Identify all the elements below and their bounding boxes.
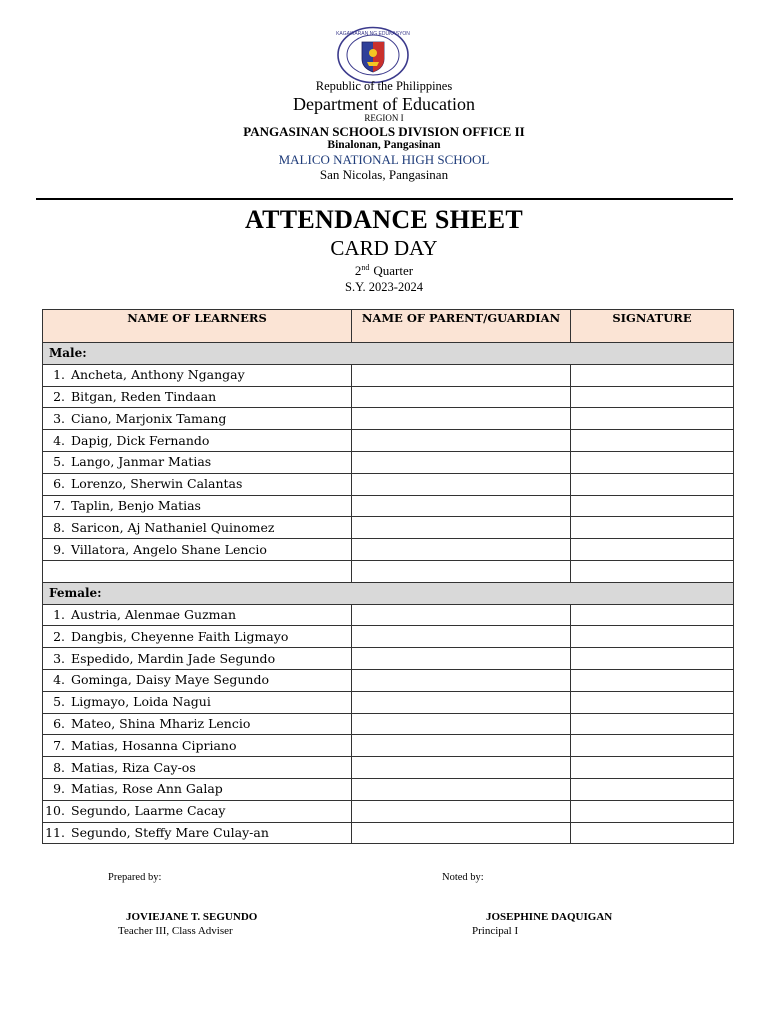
learner-number: 4. [53,672,65,688]
learner-name: Ciano, Marjonix Tamang [71,410,227,426]
learner-name-cell [43,691,352,713]
learner-name-cell [43,626,352,648]
deped-seal-icon [336,26,410,84]
learner-name-cell [43,822,352,844]
learner-name-cell [43,757,352,779]
learner-name: Dangbis, Cheyenne Faith Ligmayo [71,628,289,644]
parent-guardian-cell[interactable] [352,451,571,473]
parent-guardian-cell[interactable] [352,822,571,844]
learner-number: 1. [53,367,65,383]
attendance-table [42,309,734,844]
parent-guardian-cell[interactable] [352,800,571,822]
school-name: MALICO NATIONAL HIGH SCHOOL [278,152,490,167]
signature-cell[interactable] [571,735,734,757]
parent-guardian-cell[interactable] [352,560,571,582]
signature-cell[interactable] [571,364,734,386]
parent-guardian-cell[interactable] [352,691,571,713]
table-body [43,343,734,844]
parent-guardian-cell[interactable] [352,364,571,386]
learner-number: 4. [53,432,65,448]
signature-cell[interactable] [571,430,734,452]
parent-guardian-cell[interactable] [352,473,571,495]
learner-number: 2. [53,628,65,644]
parent-guardian-cell[interactable] [352,517,571,539]
quarter-suffix: nd [361,263,370,272]
section-label: Male: [43,343,734,365]
learner-name: Matias, Riza Cay-os [71,759,196,775]
parent-guardian-cell[interactable] [352,713,571,735]
preparer-name: JOVIEJANE T. SEGUNDO [126,911,258,923]
signature-cell[interactable] [571,626,734,648]
section-row [43,582,734,604]
learner-name: Saricon, Aj Nathaniel Quinomez [71,519,275,535]
svg-text:KAGAWARAN NG EDUKASYON: KAGAWARAN NG EDUKASYON [336,31,410,37]
learner-name: Lango, Janmar Matias [71,454,212,470]
parent-guardian-cell[interactable] [352,648,571,670]
parent-guardian-cell[interactable] [352,430,571,452]
learner-number: 3. [53,410,65,426]
learner-name: Segundo, Steffy Mare Culay-an [71,824,269,840]
table-row [43,669,734,691]
division-office: PANGASINAN SCHOOLS DIVISION OFFICE II [243,124,525,139]
signature-cell[interactable] [571,539,734,561]
learner-name: Espedido, Mardin Jade Segundo [71,650,276,666]
header-divider [36,198,733,200]
learner-number: 8. [53,759,65,775]
learner-number: 10. [45,803,65,819]
learner-name-cell [43,451,352,473]
signature-cell[interactable] [571,473,734,495]
signature-cell[interactable] [571,822,734,844]
table-row [43,822,734,844]
table-row [43,364,734,386]
table-row [43,778,734,800]
learner-name: Gominga, Daisy Maye Segundo [71,672,270,688]
table-row [43,735,734,757]
table-row [43,604,734,626]
learner-number: 5. [53,694,65,710]
learner-number: 8. [53,519,65,535]
table-header-row [43,310,734,343]
signature-cell[interactable] [571,800,734,822]
republic-line: Republic of the Philippines [315,79,453,93]
parent-guardian-cell[interactable] [352,539,571,561]
learner-number: 5. [53,454,65,470]
signature-cell[interactable] [571,691,734,713]
learner-name: Mateo, Shina Mhariz Lencio [71,715,251,731]
signature-cell[interactable] [571,495,734,517]
signature-cell[interactable] [571,451,734,473]
noter-name: JOSEPHINE DAQUIGAN [486,911,613,923]
signature-cell[interactable] [571,386,734,408]
signature-cell[interactable] [571,778,734,800]
table-row [43,495,734,517]
page-subtitle: CARD DAY [330,236,438,260]
parent-guardian-cell[interactable] [352,735,571,757]
learner-name-cell [43,408,352,430]
noter-position: Principal I [472,925,519,937]
region-label: REGION I [364,113,404,123]
parent-guardian-cell[interactable] [352,778,571,800]
learner-name: Ligmayo, Loida Nagui [71,694,211,710]
learner-name-cell [43,495,352,517]
prepared-by-label: Prepared by: [108,872,162,883]
learner-name: Matias, Rose Ann Galap [71,781,223,797]
learner-name: Matias, Hosanna Cipriano [71,737,237,753]
table-row [43,539,734,561]
parent-guardian-cell[interactable] [352,669,571,691]
quarter-label [0,264,768,277]
learner-name: Lorenzo, Sherwin Calantas [71,476,243,492]
table-row [43,800,734,822]
learner-number: 9. [53,541,65,557]
section-row [43,343,734,365]
learner-number: 9. [53,781,65,797]
learner-name-cell [43,517,352,539]
learner-name: Villatora, Angelo Shane Lencio [71,541,267,557]
learner-name-cell [43,430,352,452]
signature-cell[interactable] [571,757,734,779]
table-row [43,713,734,735]
signature-cell[interactable] [571,713,734,735]
header-signature: SIGNATURE [571,310,734,343]
learner-name-cell [43,539,352,561]
learner-number: 7. [53,737,65,753]
table-row [43,430,734,452]
signature-cell[interactable] [571,560,734,582]
learner-name-cell [43,560,352,582]
parent-guardian-cell[interactable] [352,604,571,626]
header-parent-guardian: NAME OF PARENT/GUARDIAN [352,310,571,343]
learner-name-cell [43,778,352,800]
table-row [43,517,734,539]
table-row [43,626,734,648]
table-row [43,473,734,495]
learner-number: 7. [53,497,65,513]
learner-name-cell [43,604,352,626]
division-location: Binalonan, Pangasinan [327,139,441,151]
table-row [43,757,734,779]
preparer-position: Teacher III, Class Adviser [118,925,233,937]
learner-number: 6. [53,476,65,492]
learner-name: Austria, Alenmae Guzman [71,606,237,622]
department-name: Department of Education [293,94,475,114]
school-year: S.Y. 2023-2024 [345,280,423,294]
learner-name: Dapig, Dick Fernando [71,432,210,448]
table-row [43,691,734,713]
learner-number: 3. [53,650,65,666]
learner-name: Taplin, Benjo Matias [71,497,201,513]
parent-guardian-cell[interactable] [352,757,571,779]
parent-guardian-cell[interactable] [352,626,571,648]
table-row [43,560,734,582]
parent-guardian-cell[interactable] [352,408,571,430]
signature-cell[interactable] [571,408,734,430]
table-row [43,386,734,408]
learner-number: 11. [45,824,65,840]
learner-name-cell [43,669,352,691]
learner-number: 1. [53,606,65,622]
learner-name: Ancheta, Anthony Ngangay [71,367,245,383]
learner-name-cell [43,648,352,670]
learner-name-cell [43,735,352,757]
section-label: Female: [43,582,734,604]
learner-number: 6. [53,715,65,731]
learner-number: 2. [53,388,65,404]
learner-name-cell [43,800,352,822]
learner-name-cell [43,386,352,408]
learner-name-cell [43,713,352,735]
table-row [43,451,734,473]
parent-guardian-cell[interactable] [352,386,571,408]
parent-guardian-cell[interactable] [352,495,571,517]
noted-by-label: Noted by: [442,872,484,883]
quarter-number: 2 [354,263,362,278]
signature-cell[interactable] [571,517,734,539]
table-row [43,408,734,430]
signature-cell[interactable] [571,648,734,670]
learner-name: Bitgan, Reden Tindaan [71,388,217,404]
header-learners: NAME OF LEARNERS [43,310,352,343]
learner-name: Segundo, Laarme Cacay [71,803,226,819]
signature-cell[interactable] [571,604,734,626]
quarter-word: Quarter [373,263,414,278]
learner-name-cell [43,364,352,386]
page-title: ATTENDANCE SHEET [244,205,524,234]
school-location: San Nicolas, Pangasinan [319,167,449,182]
learner-name-cell [43,473,352,495]
table-row [43,648,734,670]
signature-cell[interactable] [571,669,734,691]
